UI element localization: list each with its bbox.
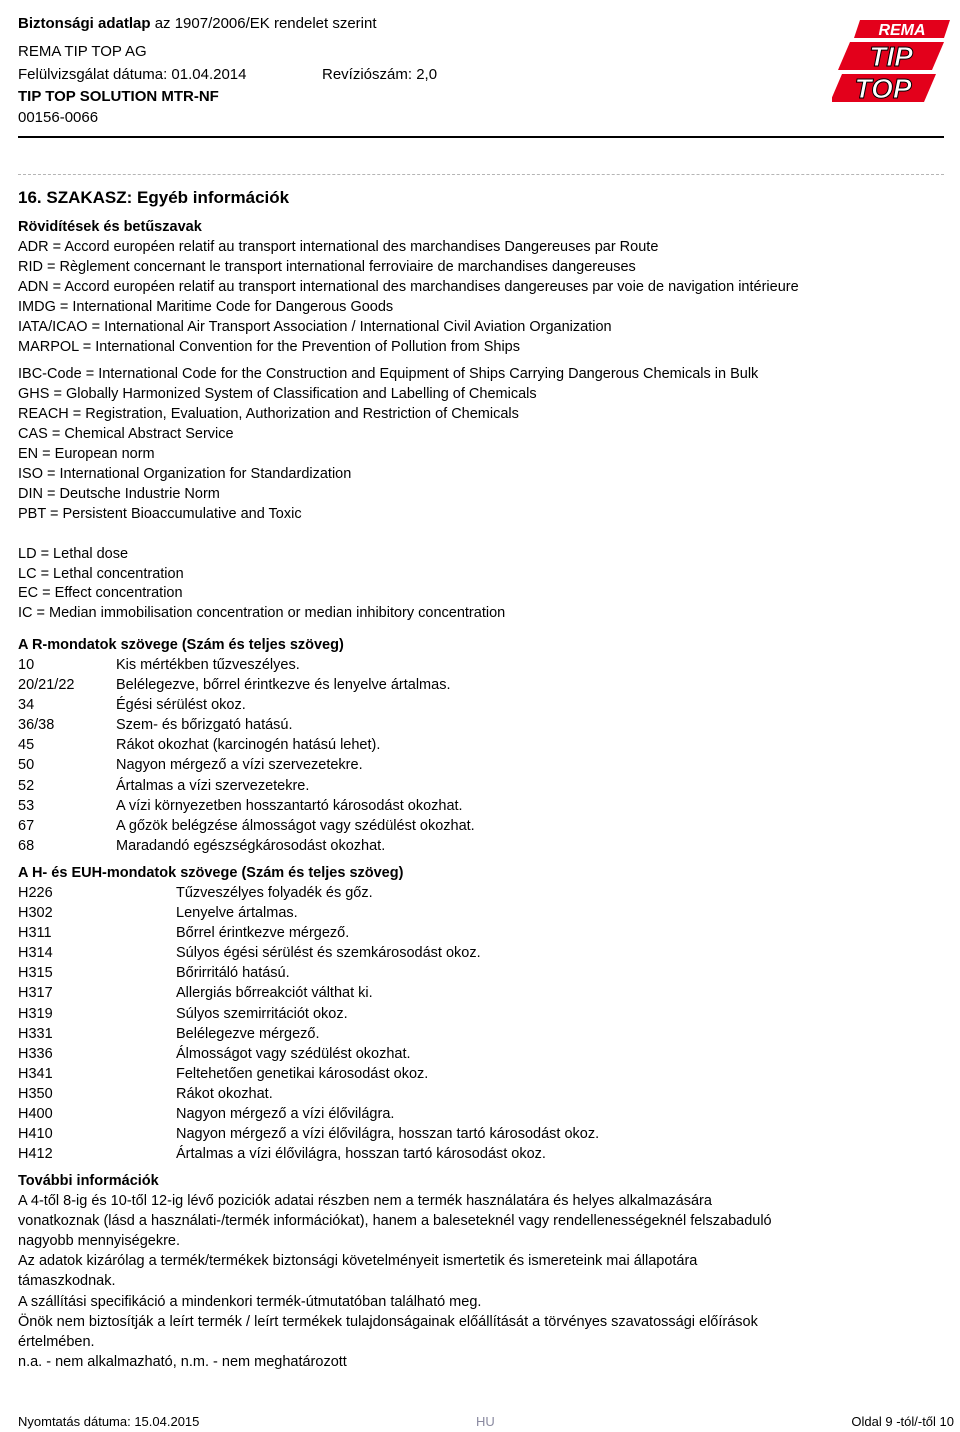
h-phrase-text: Bőrirritáló hatású. (176, 965, 290, 982)
r-phrases-section (18, 635, 475, 856)
r-phrase-text: A gőzök belégzése álmosságot vagy szédülést okozhat. (116, 817, 475, 834)
h-phrase-text: Lenyelve ártalmas. (176, 905, 298, 922)
r-phrase-code: 10 (18, 657, 35, 673)
abbreviations-heading: Rövidítések és betűszavak (18, 219, 202, 235)
product-name: TIP TOP SOLUTION MTR-NF (18, 88, 219, 105)
h-phrase-code: H350 (18, 1085, 53, 1102)
h-phrase-text: Álmosságot vagy szédülést okozhat. (176, 1045, 411, 1062)
review-date: Felülvizsgálat dátuma: 01.04.2014 (18, 66, 247, 83)
h-phrase-text: Feltehetően genetikai károsodást okoz. (176, 1065, 429, 1082)
h-phrase-row (18, 1104, 599, 1124)
r-phrase-text: Kis mértékben tűzveszélyes. (116, 657, 300, 673)
h-phrase-text: Ártalmas a vízi élővilágra, hosszan tartó károsodást okoz. (176, 1146, 546, 1163)
further-info-paragraph: Az adatok kizárólag a termék/termékek biztonsági követelményeit ismertetik és ismereteink mai állapotára támaszkodnak. (18, 1253, 698, 1290)
abbrev-line: ISO = International Organization for Standardization (18, 466, 352, 482)
r-phrase-row (18, 655, 475, 675)
header-rule (18, 136, 944, 138)
abbrev-line: PBT = Persistent Bioaccumulative and Toxic (18, 506, 302, 522)
further-info-paragraph: A 4-től 8-ig és 10-től 12-ig lévő poziciók adatai részben nem a termék használatára és helyes alkalmazására vonatkoznak (lásd a használati-/termék információkat), hanem a baleseteknél vagy rendellenességeknél felszabaduló nagyobb mennyiségekre. (18, 1193, 772, 1250)
abbreviations-group-2 (18, 364, 758, 524)
r-phrase-code: 50 (18, 757, 35, 774)
abbreviations-section (18, 217, 799, 357)
r-phrase-row (18, 816, 475, 836)
r-phrase-text: Nagyon mérgező a vízi szervezetekre. (116, 757, 363, 774)
h-phrase-row (18, 1124, 599, 1144)
h-phrase-row (18, 1144, 599, 1164)
h-phrase-text: Súlyos égési sérülést és szemkárosodást okoz. (176, 945, 481, 962)
h-phrase-code: H315 (18, 965, 53, 982)
further-info-paragraph: Önök nem biztosítják a leírt termék / leírt termékek tulajdonságainak előállítását a törvényes szavatossági előírások értelmében. (18, 1313, 758, 1350)
r-phrase-code: 36/38 (18, 717, 55, 734)
abbrev-line: GHS = Globally Harmonized System of Classification and Labelling of Chemicals (18, 386, 537, 402)
abbreviations-group-3 (18, 544, 505, 622)
abbrev-line: IATA/ICAO = International Air Transport Association / International Civil Aviation Organization (18, 319, 612, 335)
r-phrase-code: 68 (18, 837, 35, 854)
document-title: Biztonsági adatlap az 1907/2006/EK rendelet szerint (18, 15, 377, 32)
h-phrase-code: H400 (18, 1106, 53, 1123)
h-phrase-code: H410 (18, 1126, 53, 1143)
h-phrase-text: Nagyon mérgező a vízi élővilágra. (176, 1106, 395, 1123)
r-phrase-code: 52 (18, 777, 35, 794)
abbrev-line: IC = Median immobilisation concentration or median inhibitory concentration (18, 604, 506, 621)
r-phrase-text: Belélegezve, bőrrel érintkezve és lenyelve ártalmas. (116, 677, 451, 694)
h-phrase-row (18, 1004, 599, 1024)
r-phrases-heading: A R-mondatok szövege (Szám és teljes szöveg) (18, 637, 344, 653)
svg-text:REMA: REMA (878, 22, 926, 39)
r-phrase-row (18, 755, 475, 775)
svg-text:TOP: TOP (854, 73, 912, 104)
h-phrases-heading: A H- és EUH-mondatok szövege (Szám és teljes szöveg) (18, 865, 404, 881)
h-phrase-code: H311 (18, 925, 52, 942)
abbrev-line: IBC-Code = International Code for the Construction and Equipment of Ships Carrying Dangerous Chemicals in Bulk (18, 366, 759, 382)
h-phrase-code: H314 (18, 945, 53, 962)
r-phrase-row (18, 675, 475, 695)
h-phrase-code: H336 (18, 1045, 53, 1062)
rema-tip-top-logo (832, 16, 952, 106)
h-phrase-text: Belélegezve mérgező. (176, 1025, 320, 1042)
page-number: Oldal 9 -tól/-től 10 (851, 1414, 954, 1429)
document-header (18, 14, 948, 136)
product-code: 00156-0066 (18, 109, 99, 126)
h-phrase-code: H302 (18, 905, 53, 922)
abbrev-line: MARPOL = International Convention for the Prevention of Pollution from Ships (18, 339, 520, 355)
further-info-paragraph: A szállítási specifikáció a mindenkori termék-útmutatóban található meg. (18, 1293, 482, 1310)
svg-text:TIP: TIP (869, 41, 913, 72)
abbrev-line: EC = Effect concentration (18, 585, 183, 601)
r-phrase-text: A vízi környezetben hosszantartó károsodást okozhat. (116, 797, 463, 814)
r-phrase-text: Szem- és bőrizgató hatású. (116, 717, 293, 734)
h-phrase-row (18, 903, 599, 923)
abbrev-line: LD = Lethal dose (18, 546, 129, 562)
h-phrase-row (18, 923, 599, 943)
h-phrase-code: H331 (18, 1025, 53, 1042)
dashed-separator (18, 174, 944, 175)
r-phrase-code: 45 (18, 737, 35, 754)
abbrev-line: IMDG = International Maritime Code for Dangerous Goods (18, 299, 394, 315)
r-phrase-text: Rákot okozhat (karcinogén hatású lehet). (116, 737, 381, 754)
further-info-paragraph: n.a. - nem alkalmazható, n.m. - nem meghatározott (18, 1353, 347, 1370)
abbrev-line: LC = Lethal concentration (18, 565, 184, 582)
abbrev-line: DIN = Deutsche Industrie Norm (18, 486, 220, 502)
h-phrase-text: Nagyon mérgező a vízi élővilágra, hosszan tartó károsodást okoz. (176, 1126, 600, 1143)
r-phrase-code: 67 (18, 817, 35, 834)
abbrev-line: REACH = Registration, Evaluation, Authorization and Restriction of Chemicals (18, 406, 519, 422)
h-phrase-code: H319 (18, 1005, 53, 1022)
r-phrase-text: Égési sérülést okoz. (116, 697, 246, 714)
r-phrase-row (18, 836, 475, 856)
abbrev-line: CAS = Chemical Abstract Service (18, 426, 234, 442)
r-phrase-text: Ártalmas a vízi szervezetekre. (116, 777, 310, 794)
h-phrase-code: H226 (18, 885, 53, 901)
h-phrase-row (18, 963, 599, 983)
h-phrase-row (18, 1084, 599, 1104)
h-phrase-row (18, 1044, 599, 1064)
r-phrase-code: 20/21/22 (18, 677, 75, 694)
h-phrase-row (18, 943, 599, 963)
h-phrase-row (18, 1064, 599, 1084)
h-phrase-code: H341 (18, 1065, 53, 1082)
r-phrase-row (18, 796, 475, 816)
h-phrase-text: Rákot okozhat. (176, 1085, 273, 1102)
abbrev-line: RID = Règlement concernant le transport international ferroviaire de marchandises dangereuses (18, 259, 636, 275)
r-phrase-text: Maradandó egészségkárosodást okozhat. (116, 837, 386, 854)
r-phrase-row (18, 695, 475, 715)
r-phrase-row (18, 715, 475, 735)
h-phrase-code: H317 (18, 985, 53, 1002)
language-code: HU (476, 1414, 495, 1429)
r-phrase-code: 53 (18, 797, 35, 814)
abbrev-line: ADR = Accord européen relatif au transport international des marchandises Dangereuses par Route (18, 239, 659, 255)
h-phrase-text: Bőrrel érintkezve mérgező. (176, 925, 350, 942)
h-phrases-section (18, 863, 599, 1164)
abbrev-line: EN = European norm (18, 446, 155, 462)
h-phrase-row (18, 1024, 599, 1044)
r-phrase-row (18, 776, 475, 796)
h-phrase-code: H412 (18, 1146, 53, 1163)
r-phrase-row (18, 735, 475, 755)
h-phrase-text: Súlyos szemirritációt okoz. (176, 1005, 348, 1022)
abbrev-line: ADN = Accord européen relatif au transport international des marchandises dangereuses par voie de navigation intérieure (18, 279, 799, 295)
page-footer (18, 1412, 954, 1432)
print-date: Nyomtatás dátuma: 15.04.2015 (18, 1414, 200, 1429)
h-phrase-text: Allergiás bőrreakciót válthat ki. (176, 985, 373, 1002)
r-phrase-code: 34 (18, 697, 35, 714)
revision-number: Revíziószám: 2,0 (322, 66, 438, 83)
company-name: REMA TIP TOP AG (18, 43, 147, 60)
h-phrase-text: Tűzveszélyes folyadék és gőz. (176, 885, 373, 901)
h-phrase-row (18, 883, 599, 903)
section-title: 16. SZAKASZ: Egyéb információk (18, 188, 290, 207)
h-phrase-row (18, 983, 599, 1003)
further-info-section (18, 1171, 808, 1372)
further-info-heading: További információk (18, 1173, 159, 1189)
